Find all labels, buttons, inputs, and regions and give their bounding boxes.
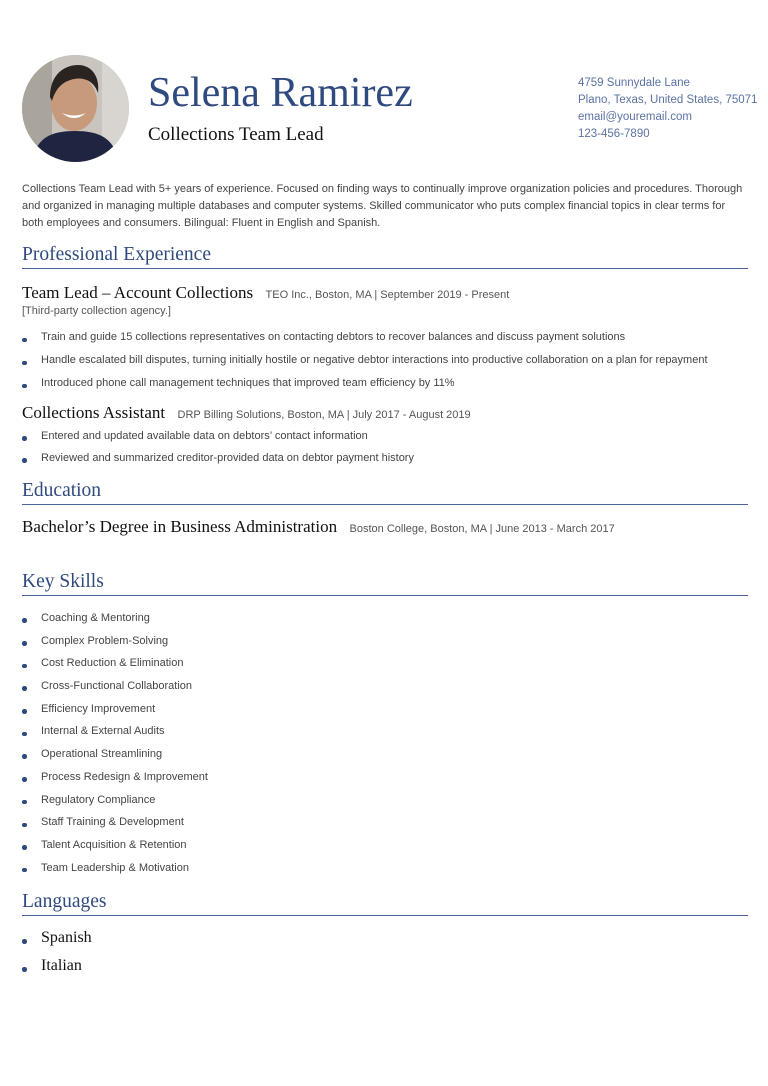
section-heading-languages: Languages	[22, 890, 748, 916]
section-heading-education: Education	[22, 479, 748, 505]
language-item: Italian	[22, 955, 92, 983]
section-heading-experience: Professional Experience	[22, 243, 748, 269]
candidate-title: Collections Team Lead	[148, 124, 324, 145]
skill-item: Operational Streamlining	[22, 745, 208, 768]
job-bullets	[22, 427, 414, 471]
bullet-icon	[22, 823, 27, 828]
address-line-2: Plano, Texas, United States, 75071	[578, 94, 758, 106]
bullet-icon	[22, 664, 27, 669]
list-item: Train and guide 15 collections representatives on contacting debtors to recover balances and discuss payment solutions	[22, 328, 708, 351]
list-item: Entered and updated available data on debtors’ contact information	[22, 427, 414, 449]
bullet-icon	[22, 967, 27, 972]
contact-info	[578, 75, 757, 143]
job-header	[22, 403, 471, 423]
address-line-1: 4759 Sunnydale Lane	[578, 77, 690, 89]
profile-photo	[22, 55, 129, 162]
skill-item: Coaching & Mentoring	[22, 609, 208, 632]
bullet-icon	[22, 709, 27, 714]
bullet-icon	[22, 436, 27, 441]
professional-summary: Collections Team Lead with 5+ years of experience. Focused on finding ways to continually improve organization policies and procedures. Thorough and organized in managing multiple databases and computer systems. Skilled communicator who puts complex financial topics in clear terms for both employees and consumers. Bilingual: Fluent in English and Spanish.	[22, 183, 743, 229]
list-item: Introduced phone call management techniques that improved team efficiency by 11%	[22, 374, 708, 397]
candidate-name: Selena Ramirez	[148, 70, 413, 116]
section-heading-skills: Key Skills	[22, 570, 748, 596]
job-meta: DRP Billing Solutions, Boston, MA | July 2017 - August 2019	[177, 409, 471, 421]
bullet-icon	[22, 777, 27, 782]
job-meta: TEO Inc., Boston, MA | September 2019 - Present	[265, 289, 510, 301]
skill-item: Internal & External Audits	[22, 722, 208, 745]
skill-item: Cost Reduction & Elimination	[22, 654, 208, 677]
skill-item: Regulatory Compliance	[22, 791, 208, 814]
bullet-icon	[22, 361, 27, 366]
bullet-icon	[22, 845, 27, 850]
skill-item: Talent Acquisition & Retention	[22, 836, 208, 859]
job-note: [Third-party collection agency.]	[22, 305, 171, 317]
languages-list	[22, 927, 92, 983]
list-item: Handle escalated bill disputes, turning initially hostile or negative debtor interactions into productive collaboration on a plan for repayment	[22, 351, 708, 374]
language-item: Spanish	[22, 927, 92, 955]
person-photo-icon	[22, 55, 129, 162]
bullet-icon	[22, 732, 27, 737]
bullet-icon	[22, 641, 27, 646]
phone-number: 123-456-7890	[578, 128, 650, 140]
skill-item: Efficiency Improvement	[22, 700, 208, 723]
skill-item: Complex Problem-Solving	[22, 632, 208, 655]
job-header	[22, 283, 509, 303]
bullet-icon	[22, 384, 27, 389]
bullet-icon	[22, 868, 27, 873]
bullet-icon	[22, 618, 27, 623]
job-title: Collections Assistant	[22, 403, 166, 422]
skills-list	[22, 609, 208, 881]
bullet-icon	[22, 686, 27, 691]
skill-item: Cross-Functional Collaboration	[22, 677, 208, 700]
bullet-icon	[22, 338, 27, 343]
skill-item: Process Redesign & Improvement	[22, 768, 208, 791]
job-bullets	[22, 328, 708, 397]
bullet-icon	[22, 458, 27, 463]
education-meta: Boston College, Boston, MA | June 2013 - March 2017	[349, 523, 615, 535]
job-title: Team Lead – Account Collections	[22, 283, 254, 302]
education-entry	[22, 517, 615, 537]
skill-item: Team Leadership & Motivation	[22, 859, 208, 882]
bullet-icon	[22, 800, 27, 805]
degree-title: Bachelor’s Degree in Business Administration	[22, 517, 338, 536]
email-link[interactable]: email@youremail.com	[578, 111, 692, 123]
list-item: Reviewed and summarized creditor-provided data on debtor payment history	[22, 449, 414, 471]
skill-item: Staff Training & Development	[22, 813, 208, 836]
bullet-icon	[22, 939, 27, 944]
bullet-icon	[22, 754, 27, 759]
